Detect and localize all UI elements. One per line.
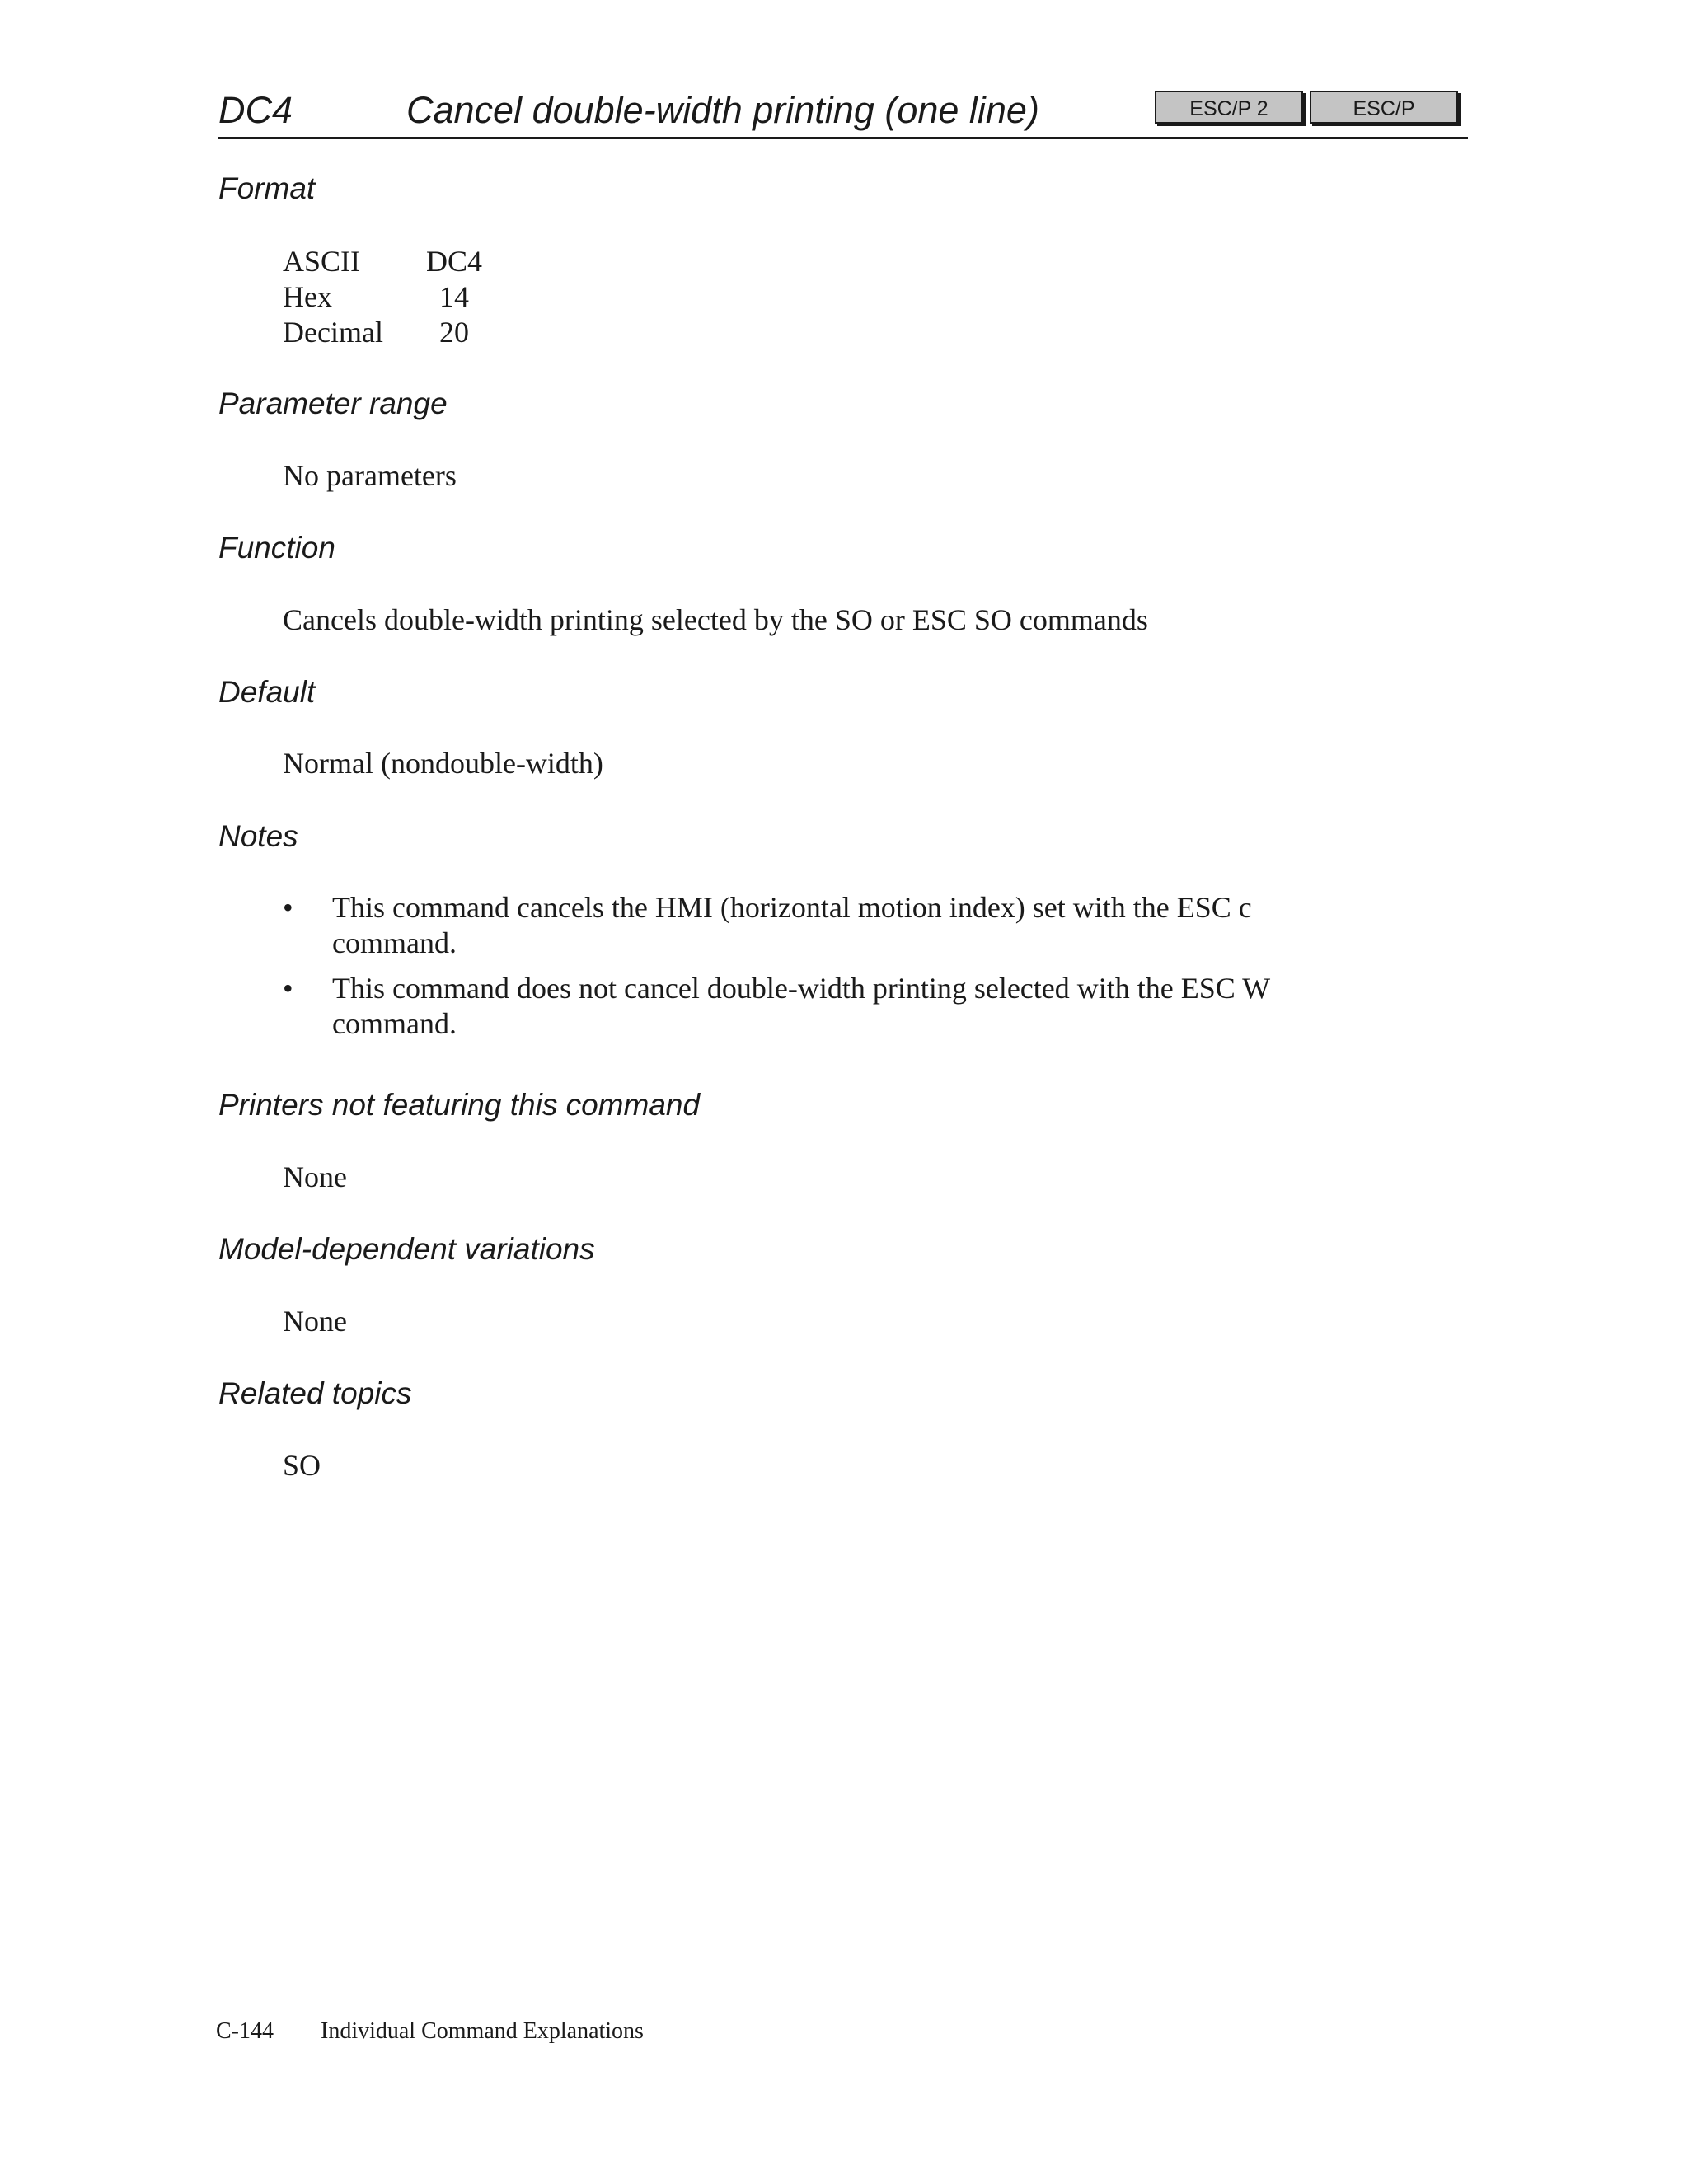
notes-heading: Notes: [218, 819, 298, 853]
bullet: •: [283, 891, 293, 924]
notes-list: [283, 890, 1437, 1052]
related-topics-text: SO: [283, 1449, 321, 1482]
format-value: DC4: [425, 245, 482, 278]
command-code: DC4: [218, 89, 293, 131]
page-number: C-144: [216, 2018, 274, 2044]
footer-section-title: Individual Command Explanations: [321, 2018, 644, 2044]
printers-not-featuring-heading: Printers not featuring this command: [218, 1088, 701, 1122]
model-variations-text: None: [283, 1305, 347, 1338]
badge-escp: ESC/P: [1310, 91, 1458, 124]
model-variations-heading: Model-dependent variations: [218, 1232, 595, 1266]
printers-not-featuring-text: None: [283, 1160, 347, 1193]
format-row: [283, 244, 487, 279]
bullet: •: [283, 972, 293, 1005]
list-item: [283, 971, 1354, 1042]
command-header: [218, 82, 1468, 139]
format-row: [283, 279, 487, 315]
default-heading: Default: [218, 675, 316, 709]
function-heading: Function: [218, 531, 335, 565]
format-label: ASCII: [283, 245, 361, 278]
format-label: Hex: [283, 280, 332, 313]
format-label: Decimal: [283, 316, 383, 349]
note-text: This command does not cancel double-width printing selected with the ESC W command.: [332, 972, 1270, 1040]
related-topics-heading: Related topics: [218, 1376, 412, 1410]
parameter-range-text: No parameters: [283, 459, 457, 492]
list-item: [283, 890, 1354, 961]
parameter-range-heading: Parameter range: [218, 387, 448, 420]
format-table: [283, 244, 487, 350]
note-text: This command cancels the HMI (horizontal motion index) set with the ESC c command.: [332, 891, 1252, 959]
format-heading: Format: [218, 171, 316, 205]
format-row: [283, 315, 487, 350]
badge-escp2: ESC/P 2: [1155, 91, 1303, 124]
default-text: Normal (nondouble-width): [283, 747, 603, 780]
page-footer: [216, 2018, 644, 2046]
format-value: 14: [439, 280, 469, 313]
command-title: Cancel double-width printing (one line): [406, 89, 1039, 131]
function-text: Cancels double-width printing selected by the SO or ESC SO commands: [283, 603, 1148, 636]
format-value: 20: [439, 316, 469, 349]
